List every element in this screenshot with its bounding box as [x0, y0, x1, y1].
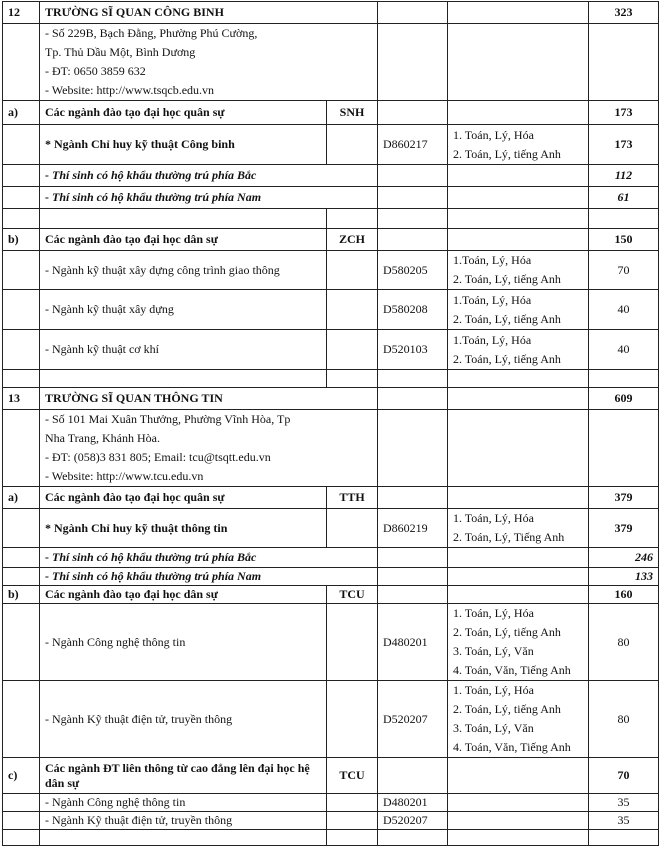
school-address-row: [3, 410, 659, 487]
major-row: [3, 509, 659, 548]
spacer-row: [3, 370, 659, 388]
subject-combo: 1.Toán, Lý, Hóa: [453, 292, 532, 307]
major-row: [3, 330, 659, 370]
major-subjects: [448, 681, 589, 758]
subject-combo: 3. Toán, Lý, Văn: [453, 644, 534, 658]
major-row: [3, 681, 659, 758]
group-label: c): [3, 758, 40, 794]
admission-table: [2, 1, 659, 846]
subject-combo: 2. Toán, Lý, tiếng Anh: [453, 702, 561, 716]
group-label: a): [3, 101, 40, 125]
group-row: [3, 586, 659, 604]
group-row: [3, 229, 659, 251]
major-code: D480201: [378, 794, 448, 812]
group-code: SNH: [327, 101, 378, 125]
major-subjects: [448, 604, 589, 681]
school-number: 12: [3, 2, 40, 24]
major-quota: 80: [589, 604, 659, 681]
group-code: TCU: [327, 758, 378, 794]
major-quota: 70: [589, 251, 659, 290]
major-code: D520207: [378, 681, 448, 758]
major-row: [3, 125, 659, 165]
subject-combo: 2. Toán, Lý, tiếng Anh: [453, 272, 561, 286]
major-code: D580208: [378, 290, 448, 330]
website-line: - Website: http://www.tcu.edu.vn: [45, 469, 204, 483]
subject-combo: 1. Toán, Lý, Hóa: [453, 683, 534, 697]
subject-combo: 1.Toán, Lý, Hóa: [453, 332, 532, 347]
group-code: ZCH: [327, 229, 378, 251]
group-total: 173: [589, 101, 659, 125]
region-quota: 61: [589, 187, 659, 209]
region-label: - Thí sinh có hộ khẩu thường trú phía Bắc: [40, 165, 378, 187]
school-address: [40, 24, 378, 101]
major-name: - Ngành kỹ thuật xây dựng công trình giao thông: [40, 251, 327, 290]
major-quota: 40: [589, 330, 659, 370]
subject-combo: 2. Toán, Lý, tiếng Anh: [453, 311, 561, 326]
major-subjects: [448, 290, 589, 330]
major-name: - Ngành Công nghệ thông tin: [40, 604, 327, 681]
major-name: - Ngành kỹ thuật xây dựng: [40, 290, 327, 330]
group-row: [3, 758, 659, 794]
subject-combo: 1. Toán, Lý, Hóa: [453, 511, 534, 525]
major-row: [3, 604, 659, 681]
region-row: [3, 548, 659, 568]
region-row: [3, 568, 659, 586]
school-address: [40, 410, 378, 487]
major-code: D520207: [378, 812, 448, 830]
major-name: * Ngành Chỉ huy kỹ thuật Công binh: [40, 125, 327, 165]
group-row: [3, 101, 659, 125]
region-label: - Thí sinh có hộ khẩu thường trú phía Bắc: [40, 548, 378, 568]
region-row: [3, 187, 659, 209]
major-quota: 40: [589, 290, 659, 330]
region-quota: 246: [589, 548, 659, 568]
address-line: Tp. Thủ Dầu Một, Bình Dương: [45, 45, 196, 59]
subject-combo: 1. Toán, Lý, Hóa: [453, 606, 534, 620]
subject-combo: 1. Toán, Lý, Hóa: [453, 127, 534, 142]
major-subjects: [448, 251, 589, 290]
subject-combo: 4. Toán, Văn, Tiếng Anh: [453, 663, 571, 677]
group-total: 379: [589, 487, 659, 509]
major-name: - Ngành kỹ thuật cơ khí: [40, 330, 327, 370]
school-name: TRƯỜNG SĨ QUAN CÔNG BINH: [40, 2, 378, 24]
major-code: D860217: [378, 125, 448, 165]
subject-combo: 1.Toán, Lý, Hóa: [453, 253, 532, 267]
major-name: - Ngành Công nghệ thông tin: [40, 794, 327, 812]
group-label: a): [3, 487, 40, 509]
group-row: [3, 487, 659, 509]
major-quota: 379: [589, 509, 659, 548]
region-row: [3, 165, 659, 187]
phone-line: - ĐT: 0650 3859 632: [45, 64, 146, 78]
group-code: TCU: [327, 586, 378, 604]
major-code: D480201: [378, 604, 448, 681]
school-total: 609: [589, 388, 659, 410]
school-name: TRƯỜNG SĨ QUAN THÔNG TIN: [40, 388, 378, 410]
subject-combo: 4. Toán, Văn, Tiếng Anh: [453, 740, 571, 754]
major-subjects: [448, 509, 589, 548]
major-quota: 35: [589, 794, 659, 812]
major-code: D520103: [378, 330, 448, 370]
school-row: [3, 388, 659, 410]
major-name: - Ngành Kỹ thuật điện tử, truyền thông: [40, 812, 327, 830]
group-label: b): [3, 586, 40, 604]
address-line: - Số 229B, Bạch Đằng, Phường Phú Cường,: [45, 26, 258, 40]
website-line: - Website: http://www.tsqcb.edu.vn: [45, 83, 215, 97]
group-title: Các ngành ĐT liên thông từ cao đẳng lên đại học hệ dân sự: [40, 758, 327, 794]
major-subjects: [448, 330, 589, 370]
contact-line: - ĐT: (058)3 831 805; Email: tcu@tsqtt.edu.vn: [45, 450, 271, 464]
subject-combo: 2. Toán, Lý, Tiếng Anh: [453, 530, 565, 544]
group-label: b): [3, 229, 40, 251]
group-total: 160: [589, 586, 659, 604]
major-row: [3, 290, 659, 330]
school-number: 13: [3, 388, 40, 410]
group-title: Các ngành đào tạo đại học dân sự: [40, 586, 327, 604]
major-quota: 80: [589, 681, 659, 758]
major-name: - Ngành Kỹ thuật điện tử, truyền thông: [40, 681, 327, 758]
group-title: Các ngành đào tạo đại học quân sự: [40, 101, 327, 125]
region-label: - Thí sinh có hộ khẩu thường trú phía Nam: [40, 187, 378, 209]
major-row: [3, 251, 659, 290]
school-total: 323: [589, 2, 659, 24]
major-subjects: [448, 125, 589, 165]
major-row: [3, 812, 659, 830]
school-address-row: [3, 24, 659, 101]
subject-combo: 2. Toán, Lý, tiếng Anh: [453, 146, 561, 161]
group-title: Các ngành đào tạo đại học dân sự: [40, 229, 327, 251]
subject-combo: 3. Toán, Lý, Văn: [453, 721, 534, 735]
region-quota: 112: [589, 165, 659, 187]
school-row: [3, 2, 659, 24]
group-code: TTH: [327, 487, 378, 509]
region-quota: 133: [589, 568, 659, 586]
group-total: 70: [589, 758, 659, 794]
subject-combo: 2. Toán, Lý, tiếng Anh: [453, 625, 561, 639]
major-row: [3, 794, 659, 812]
spacer-row: [3, 209, 659, 229]
spacer-row: [3, 830, 659, 846]
group-title: Các ngành đào tạo đại học quân sự: [40, 487, 327, 509]
major-quota: 35: [589, 812, 659, 830]
major-quota: 173: [589, 125, 659, 165]
subject-combo: 2. Toán, Lý, tiếng Anh: [453, 351, 561, 366]
major-name: * Ngành Chỉ huy kỹ thuật thông tin: [40, 509, 327, 548]
major-code: D580205: [378, 251, 448, 290]
region-label: - Thí sinh có hộ khẩu thường trú phía Nam: [40, 568, 378, 586]
address-line: Nha Trang, Khánh Hòa.: [45, 431, 160, 445]
group-total: 150: [589, 229, 659, 251]
major-code: D860219: [378, 509, 448, 548]
address-line: - Số 101 Mai Xuân Thưởng, Phường Vĩnh Hòa, Tp: [45, 412, 291, 426]
